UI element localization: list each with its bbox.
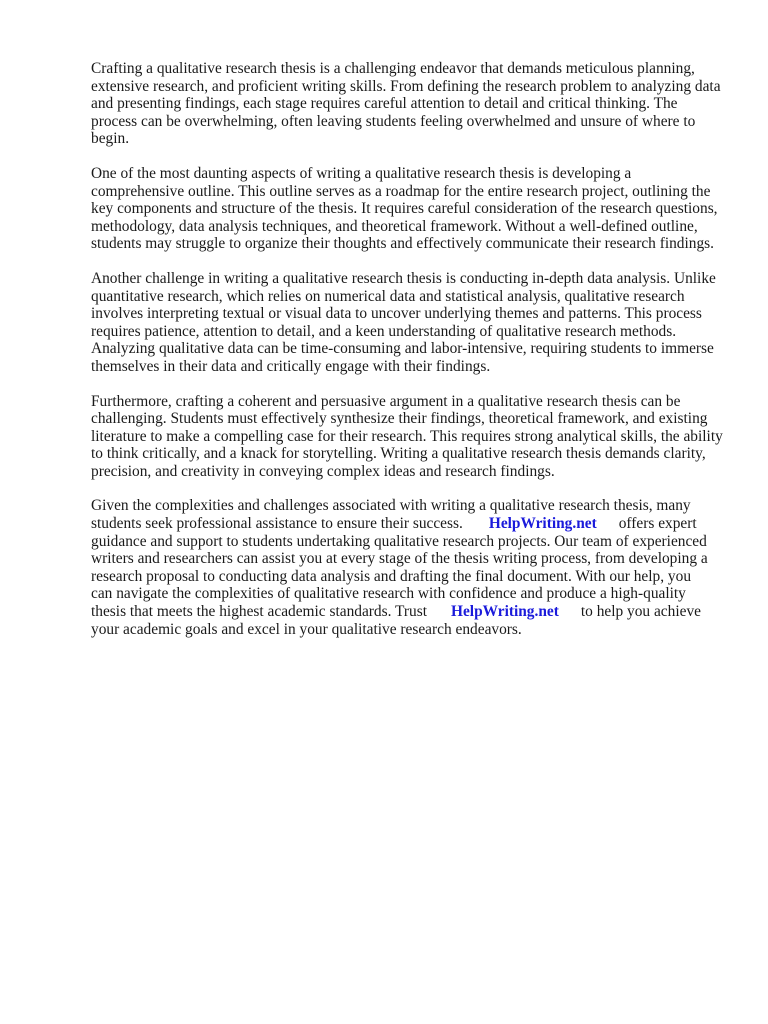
text-line: quantitative research, which relies on numerical data and statistical analysis, qualitative research	[91, 287, 685, 305]
text-line: Another challenge in writing a qualitative research thesis is conducting in-depth data analysis. Unlike	[91, 269, 716, 287]
text-line: extensive research, and proficient writing skills. From defining the research problem to analyzing data	[91, 77, 721, 95]
text-line: can navigate the complexities of qualitative research with confidence and produce a high-quality	[91, 585, 686, 603]
text-segment: offers expert	[618, 515, 697, 533]
text-line: One of the most daunting aspects of writing a qualitative research thesis is developing a	[91, 164, 632, 182]
text-line: involves interpreting textual or visual data to uncover underlying themes and patterns. This process	[91, 305, 702, 323]
text-line: Analyzing qualitative data can be time-consuming and labor-intensive, requiring students to immerse	[91, 340, 714, 358]
text-segment: students seek professional assistance to ensure their success.	[91, 515, 463, 533]
text-line: literature to make a compelling case for their research. This requires strong analytical skills, the ability	[91, 427, 723, 445]
text-line: challenging. Students must effectively synthesize their findings, theoretical framework, and existing	[91, 410, 708, 428]
text-line	[91, 515, 731, 533]
text-line: methodology, data analysis techniques, and theoretical framework. Without a well-defined outline,	[91, 217, 698, 235]
text-line: students may struggle to organize their thoughts and effectively communicate their research findings.	[91, 235, 714, 253]
text-line: Furthermore, crafting a coherent and persuasive argument in a qualitative research thesis can be	[91, 392, 681, 410]
text-line: writers and researchers can assist you at every stage of the thesis writing process, from developing a	[91, 550, 708, 568]
text-line	[91, 603, 731, 621]
text-line: and presenting findings, each stage requires careful attention to detail and critical thinking. The	[91, 95, 678, 113]
paragraph-intro	[91, 60, 731, 148]
helpwriting-link[interactable]: HelpWriting.net	[450, 603, 559, 621]
text-line: guidance and support to students undertaking qualitative research projects. Our team of experienced	[91, 532, 707, 550]
text-line: begin.	[91, 130, 130, 148]
text-line: precision, and creativity in conveying complex ideas and research findings.	[91, 462, 555, 480]
text-line: your academic goals and excel in your qualitative research endeavors.	[91, 620, 522, 638]
paragraph-data-analysis	[91, 270, 731, 376]
text-line: themselves in their data and critically engage with their findings.	[91, 357, 491, 375]
paragraph-argument	[91, 393, 731, 481]
text-line: Crafting a qualitative research thesis is a challenging endeavor that demands meticulous planning,	[91, 60, 695, 77]
paragraph-outline	[91, 165, 731, 253]
paragraph-assistance	[91, 497, 731, 638]
text-line: key components and structure of the thesis. It requires careful consideration of the research questions,	[91, 200, 718, 218]
text-line: Given the complexities and challenges associated with writing a qualitative research thesis, many	[91, 497, 691, 515]
document-page	[91, 60, 731, 655]
helpwriting-link[interactable]: HelpWriting.net	[488, 515, 597, 533]
text-segment: to help you achieve	[580, 603, 701, 621]
text-line: research proposal to conducting data analysis and drafting the final document. With our help, you	[91, 567, 692, 585]
text-line: comprehensive outline. This outline serves as a roadmap for the entire research project, outlining the	[91, 182, 711, 200]
text-line: requires patience, attention to detail, and a keen understanding of qualitative research methods.	[91, 322, 677, 340]
text-segment: thesis that meets the highest academic standards. Trust	[91, 603, 427, 621]
text-line: process can be overwhelming, often leaving students feeling overwhelmed and unsure of where to	[91, 112, 696, 130]
text-line: to think critically, and a knack for storytelling. Writing a qualitative research thesis demands clarity,	[91, 445, 706, 463]
